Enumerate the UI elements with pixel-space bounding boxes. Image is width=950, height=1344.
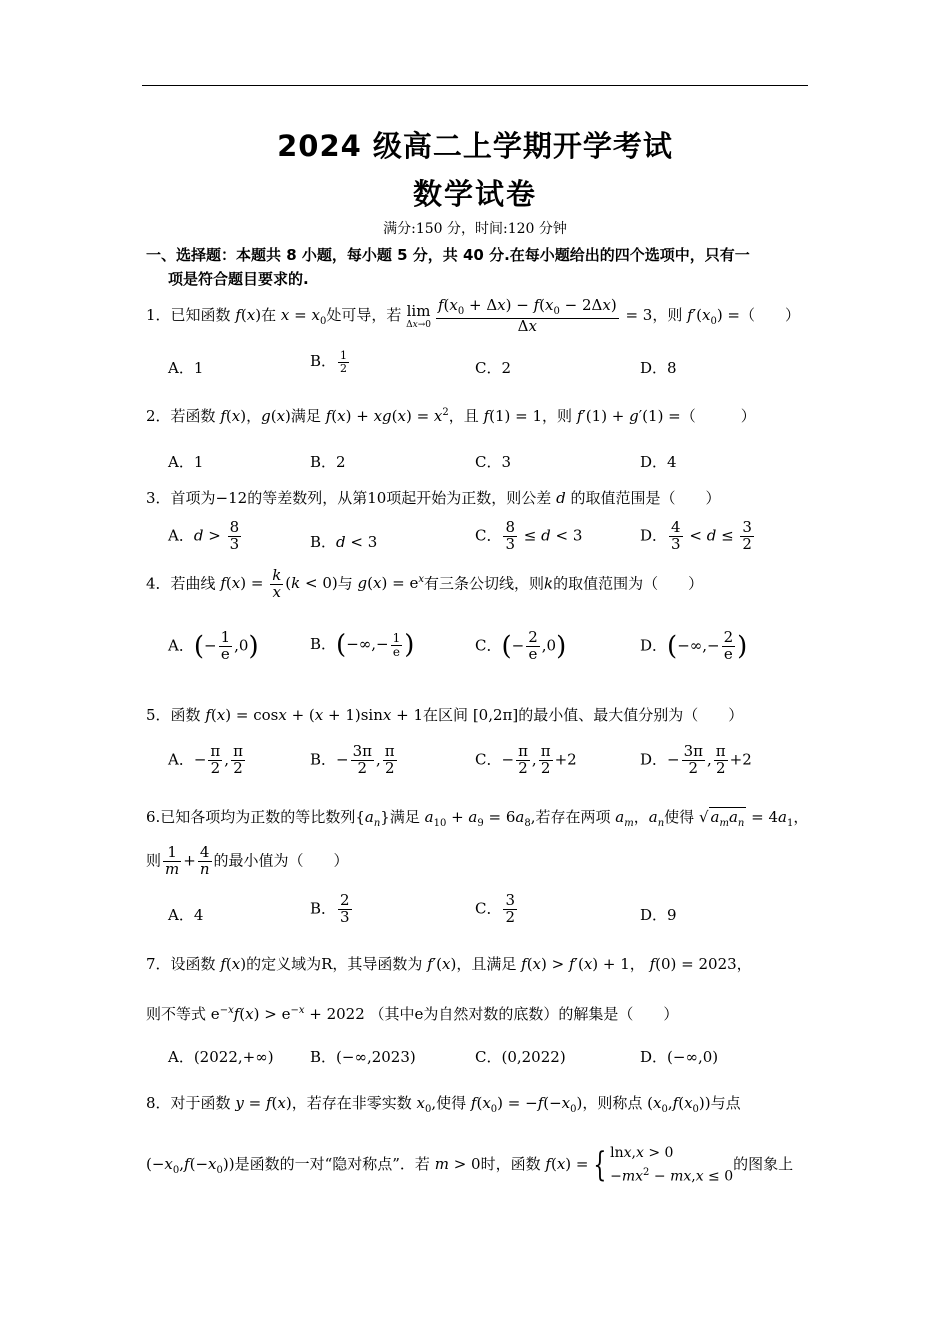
score-time: 满分:150 分，时间:120 分钟 xyxy=(383,221,567,237)
question-6-cont: 则 $\frac{1}{m}$ + $\frac{4}{n}$ 的最小值为（ ） xyxy=(146,843,349,878)
q4-option-b[interactable]: B．(−∞,− $\frac{1}{e}$ ) xyxy=(310,630,415,660)
q1-option-a[interactable]: A．1 xyxy=(168,359,204,377)
q5-option-d[interactable]: D．− $\frac{3\pi}{2}$ , $\frac{\pi}{2}$ +2 xyxy=(640,742,752,777)
q4-option-a[interactable]: A．(− $\frac{1}{e}$ ,0) xyxy=(168,628,259,663)
q3-option-c[interactable]: C． $\frac{8}{3}$ ≤ d < 3 xyxy=(475,518,583,553)
q7-option-a[interactable]: A．(2022,+∞) xyxy=(168,1048,274,1066)
exam-subtitle: 数学试卷 xyxy=(412,177,537,211)
question-8: 8．对于函数 y = f(x)，若存在非零实数 $x_0$,使得 $f(x_0) = -f(-x_0)$，则称点 $(x_0,f(x_0))$与点 xyxy=(146,1094,741,1115)
q1-option-b[interactable]: B． $\frac{1}{2}$ xyxy=(310,349,348,375)
question-2: 2．若函数 f(x)，g(x)满足 $f(x) + xg(x) = x^2$，且 f(1) = 1，则 f′(1) + g′(1) =（ ） xyxy=(146,407,756,425)
q1-option-d[interactable]: D．8 xyxy=(640,359,677,377)
q6-option-b[interactable]: B． $\frac{2}{3}$ xyxy=(310,891,350,926)
q5-option-a[interactable]: A．− $\frac{\pi}{2}$ , $\frac{\pi}{2}$ xyxy=(168,742,243,777)
question-7: 7．设函数 f(x)的定义域为R，其导函数为 f′(x)，且满足 f(x) > f′(x) + 1， f(0) = 2023， xyxy=(146,955,752,973)
q5-option-c[interactable]: C．− $\frac{\pi}{2}$ , $\frac{\pi}{2}$ +2 xyxy=(475,742,577,777)
q5-option-b[interactable]: B．− $\frac{3\pi}{2}$ , $\frac{\pi}{2}$ xyxy=(310,742,395,777)
q3-option-d[interactable]: D． $\frac{4}{3}$ < d ≤ $\frac{3}{2}$ xyxy=(640,518,752,553)
q4-option-c[interactable]: C．(− $\frac{2}{e}$ ,0) xyxy=(475,628,567,663)
q6-option-c[interactable]: C． $\frac{3}{2}$ xyxy=(475,891,516,926)
section-heading: 一、选择题：本题共 8 小题，每小题 5 分，共 40 分.在每小题给出的四个选项中，只有一 项是符合题目要求的. xyxy=(146,246,750,288)
q2-option-a[interactable]: A．1 xyxy=(168,453,204,471)
question-8-cont: $(-x_0,f(-x_0))$是函数的一对“隐对称点”．若 m > 0时，函数 f(x) = { lnx,x > 0 $-mx^2 - mx,x \le 0$ 的图象上 xyxy=(146,1144,794,1185)
q4-option-d[interactable]: D．(−∞,− $\frac{2}{e}$ ) xyxy=(640,628,748,663)
q3-option-b[interactable]: B．d < 3 xyxy=(310,533,378,551)
exam-title: 2024 级高二上学期开学考试 xyxy=(277,129,673,163)
question-1: 1．已知函数 f(x)在 $x = x_0$处可导，若 lim Δx→0 $\frac{f(x_0 + \Delta x) - f(x_0 - 2\Delta x)}{\Delta x}$ = 3，则 $f'(x_0)$ =（ ） xyxy=(146,296,801,335)
top-rule xyxy=(142,85,808,86)
question-6: 6.已知各项均为正数的等比数列$\{a_n\}$满足 $a_{10} + a_9 = 6a_8$,若存在两项 $a_m$，$a_n$使得 √ $a_ma_n = 4a_1$， xyxy=(146,808,809,829)
q2-option-c[interactable]: C．3 xyxy=(475,453,512,471)
q6-option-d[interactable]: D．9 xyxy=(640,906,677,924)
question-3: 3．首项为−12的等差数列，从第10项起开始为正数，则公差 d 的取值范围是（ ） xyxy=(146,489,721,507)
q2-option-b[interactable]: B．2 xyxy=(310,453,346,471)
q7-option-c[interactable]: C．(0,2022) xyxy=(475,1048,566,1066)
question-4: 4．若曲线 f(x) = $\frac{k}{x}$ (k < 0)与 $g(x) = e^x$有三条公切线，则k的取值范围为（ ） xyxy=(146,566,704,601)
q3-option-a[interactable]: A．d > $\frac{8}{3}$ xyxy=(168,518,240,553)
q7-option-d[interactable]: D．(−∞,0) xyxy=(640,1048,719,1066)
q7-option-b[interactable]: B．(−∞,2023) xyxy=(310,1048,416,1066)
q1-option-c[interactable]: C．2 xyxy=(475,359,512,377)
q6-option-a[interactable]: A．4 xyxy=(168,906,204,924)
question-5: 5．函数 f(x) = cosx + (x + 1)sinx + 1在区间 [0,2π]的最小值、最大值分别为（ ） xyxy=(146,706,744,724)
question-7-cont: 则不等式 $e^{-x}f(x) > e^{-x} + 2022$ （其中e为自然对数的底数）的解集是（ ） xyxy=(146,1005,679,1023)
q2-option-d[interactable]: D．4 xyxy=(640,453,677,471)
